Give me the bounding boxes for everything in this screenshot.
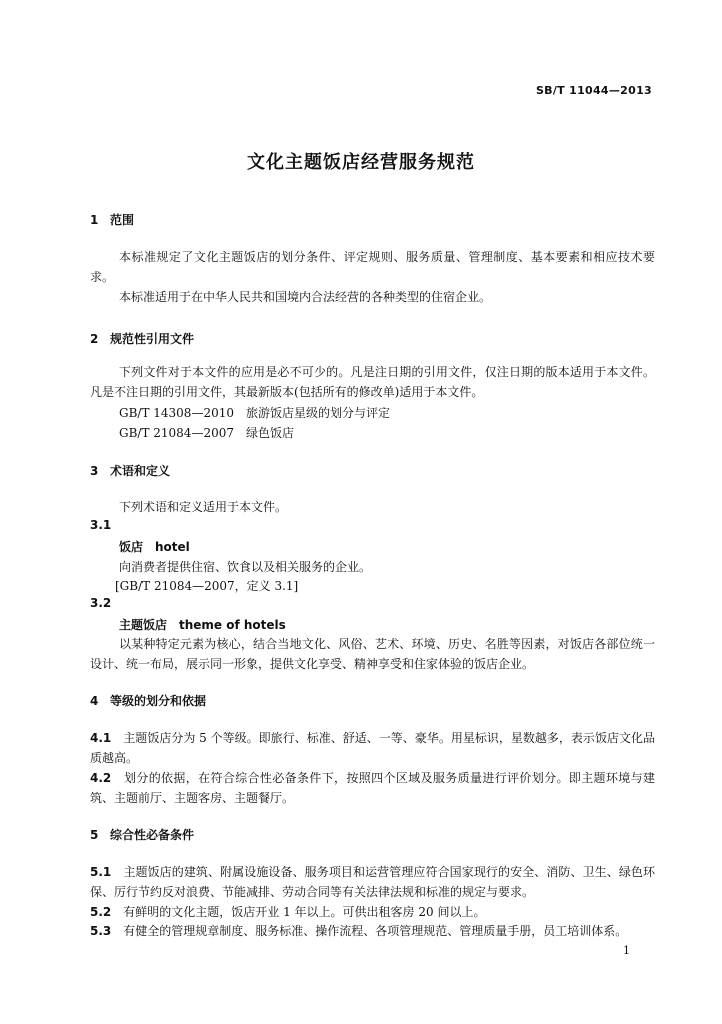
term-3-2-definition: 以某种特定元素为核心，结合当地文化、风俗、艺术、环境、历史、名胜等因素，对饭店各部位统一设计、统一布局，展示同一形象，提供文化享受、精神享受和住家体验的饭店企业。 <box>90 637 655 671</box>
clause-number: 5.2 <box>90 905 112 919</box>
standard-code: SB/T 11044—2013 <box>535 84 652 97</box>
section-title: 综合性必备条件 <box>110 828 195 842</box>
page-number: 1 <box>623 944 630 957</box>
clause-number: 5.3 <box>90 924 112 938</box>
section-2-heading <box>90 330 194 347</box>
document-title: 文化主题饭店经营服务规范 <box>247 152 475 173</box>
clause-text: 主题饭店分为 5 个等级。即旅行、标准、舒适、一等、豪华。用星标识，星数越多，表示饭店文化品质越高。 <box>90 731 655 765</box>
clause-4-2 <box>90 768 655 808</box>
term-3-1-number: 3.1 <box>90 518 112 532</box>
term-3-1-definition: 向消费者提供住宿、饮食以及相关服务的企业。 <box>119 560 372 574</box>
section-title: 规范性引用文件 <box>110 332 195 346</box>
section-2-paragraph-1: 下列文件对于本文件的应用是必不可少的。凡是注日期的引用文件，仅注日期的版本适用于本文件。凡是不注日期的引用文件，其最新版本(包括所有的修改单)适用于本文件。 <box>90 365 655 399</box>
normative-reference-1: GB/T 14308—2010 旅游饭店星级的划分与评定 <box>119 406 390 420</box>
clause-text: 划分的依据，在符合综合性必备条件下，按照四个区域及服务质量进行评价划分。即主题环境与建筑、主题前厅、主题客房、主题餐厅。 <box>90 771 655 805</box>
clause-number: 4.2 <box>90 771 112 785</box>
section-5-heading <box>90 826 194 843</box>
clause-number: 4.1 <box>90 731 112 745</box>
section-number: 1 <box>90 213 99 227</box>
section-3-heading <box>90 462 170 479</box>
section-1-paragraph-2: 本标准适用于在中华人民共和国境内合法经营的各种类型的住宿企业。 <box>119 290 492 304</box>
term-3-1-name: 饭店 hotel <box>119 540 190 554</box>
clause-text: 有健全的管理规章制度、服务标准、操作流程、各项管理规范、管理质量手册，员工培训体系。 <box>123 924 628 938</box>
section-title: 范围 <box>110 213 135 227</box>
term-3-2-number: 3.2 <box>90 596 112 610</box>
section-number: 3 <box>90 464 99 478</box>
section-number: 5 <box>90 828 99 842</box>
clause-5-3 <box>90 921 655 941</box>
section-4-heading <box>90 692 206 709</box>
clause-5-2 <box>90 902 655 922</box>
clause-text: 有鲜明的文化主题，饭店开业 1 年以上。可供出租客房 20 间以上。 <box>123 905 486 919</box>
clause-5-1 <box>90 862 655 902</box>
clause-number: 5.1 <box>90 865 112 879</box>
normative-reference-2: GB/T 21084—2007 绿色饭店 <box>119 426 294 440</box>
section-title: 等级的划分和依据 <box>110 694 207 708</box>
term-3-2-name: 主题饭店 theme of hotels <box>119 618 286 632</box>
section-3-paragraph-1: 下列术语和定义适用于本文件。 <box>119 500 288 514</box>
section-number: 2 <box>90 332 99 346</box>
section-1-heading <box>90 211 134 228</box>
section-number: 4 <box>90 694 99 708</box>
clause-4-1 <box>90 728 655 768</box>
term-3-1-source: [GB/T 21084—2007，定义 3.1] <box>115 579 299 593</box>
clause-text: 主题饭店的建筑、附属设施设备、服务项目和运营管理应符合国家现行的安全、消防、卫生、绿色环保、厉行节约反对浪费、节能减排、劳动合同等有关法律法规和标准的规定与要求。 <box>90 865 655 899</box>
section-1-paragraph-1: 本标准规定了文化主题饭店的划分条件、评定规则、服务质量、管理制度、基本要素和相应技术要求。 <box>90 250 655 284</box>
section-title: 术语和定义 <box>110 464 171 478</box>
